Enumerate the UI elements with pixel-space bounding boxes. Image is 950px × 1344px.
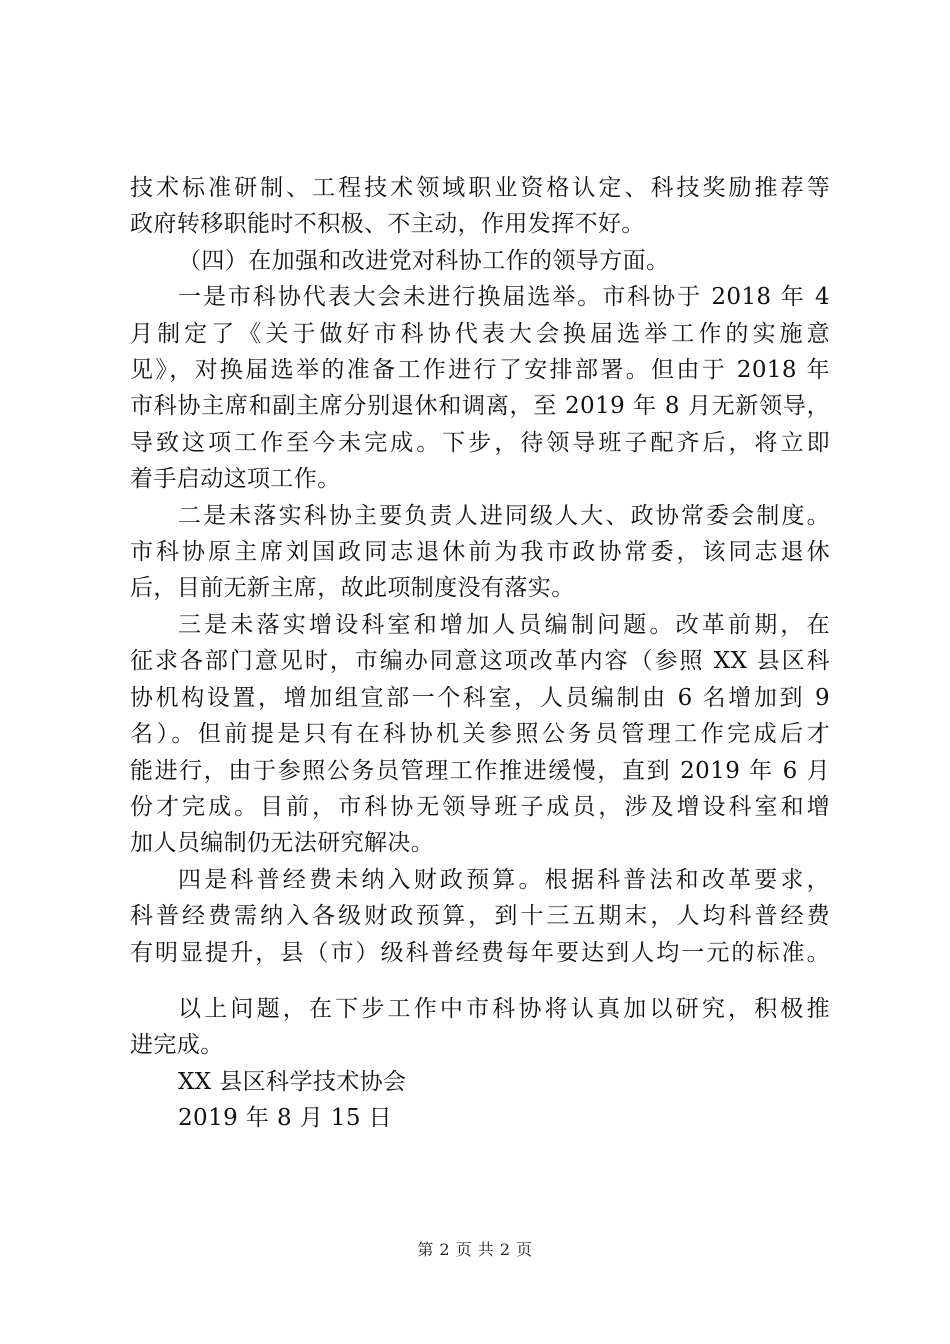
signature-organization: XX 县区科学技术协会 xyxy=(178,1068,407,1095)
section-heading: （四）在加强和改进党对科协工作的领导方面。 xyxy=(178,247,670,274)
body-line: 份才完成。目前，市科协无领导班子成员，涉及增设科室和增 xyxy=(130,793,830,820)
body-line: 以上问题，在下步工作中市科协将认真加以研究，积极推 xyxy=(178,995,830,1022)
document-body xyxy=(130,170,830,1137)
body-line: 征求各部门意见时，市编办同意这项改革内容（参照 XX 县区科 xyxy=(130,648,830,675)
body-line: 一是市科协代表大会未进行换届选举。市科协于 2018 年 4 xyxy=(178,284,830,311)
body-line: 市科协主席和副主席分别退休和调离，至 2019 年 8 月无新领导， xyxy=(130,393,830,420)
body-line: 技术标准研制、工程技术领域职业资格认定、科技奖励推荐等 xyxy=(130,175,830,201)
body-line: 后，目前无新主席，故此项制度没有落实。 xyxy=(130,575,575,602)
body-line: 二是未落实科协主要负责人进同级人大、政协常委会制度。 xyxy=(178,502,830,529)
body-line: 三是未落实增设科室和增加人员编制问题。改革前期，在 xyxy=(178,611,830,638)
body-line: 着手启动这项工作。 xyxy=(130,466,341,493)
signature-date: 2019 年 8 月 15 日 xyxy=(178,1105,392,1132)
body-line: 月制定了《关于做好市科协代表大会换届选举工作的实施意 xyxy=(130,320,830,347)
body-line: 导致这项工作至今未完成。下步，待领导班子配齐后，将立即 xyxy=(130,429,830,456)
body-line: 科普经费需纳入各级财政预算，到十三五期末，人均科普经费 xyxy=(130,903,830,930)
body-line: 见》，对换届选举的准备工作进行了安排部署。但由于 2018 年 xyxy=(130,357,830,384)
body-line: 加人员编制仍无法研究解决。 xyxy=(130,830,435,857)
body-line: 协机构设置，增加组宣部一个科室，人员编制由 6 名增加到 9 xyxy=(130,684,830,711)
page-number-footer: 第 2 页 共 2 页 xyxy=(417,1240,533,1259)
body-line: 市科协原主席刘国政同志退休前为我市政协常委，该同志退休 xyxy=(130,539,830,566)
body-line: 名）。但前提是只有在科协机关参照公务员管理工作完成后才 xyxy=(130,721,830,748)
body-line: 四是科普经费未纳入财政预算。根据科普法和改革要求， xyxy=(178,866,830,893)
body-line: 进完成。 xyxy=(130,1032,224,1059)
body-line: 政府转移职能时不积极、不主动，作用发挥不好。 xyxy=(130,211,645,238)
body-line: 能进行，由于参照公务员管理工作推进缓慢，直到 2019 年 6 月 xyxy=(130,757,830,784)
body-line: 有明显提升，县（市）级科普经费每年要达到人均一元的标准。 xyxy=(130,939,830,966)
paragraph-gap xyxy=(130,971,830,991)
